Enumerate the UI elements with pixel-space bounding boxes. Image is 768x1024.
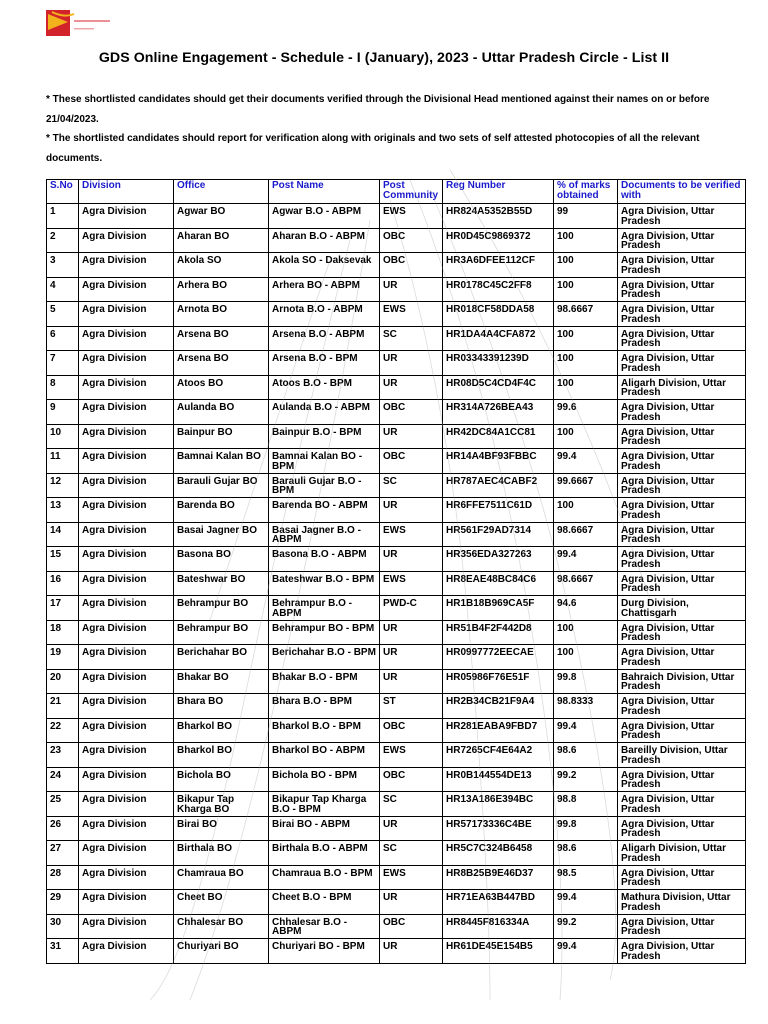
cell-office: Arnota BO bbox=[174, 302, 269, 327]
cell-reg-number: HR51B4F2F442D8 bbox=[443, 620, 554, 645]
table-row bbox=[47, 743, 746, 768]
cell-office: Bharkol BO bbox=[174, 718, 269, 743]
cell-division: Agra Division bbox=[79, 351, 174, 376]
cell-post-community: UR bbox=[380, 498, 443, 523]
table-row bbox=[47, 547, 746, 572]
cell-documents: Agra Division, Uttar Pradesh bbox=[618, 939, 746, 964]
cell-documents: Agra Division, Uttar Pradesh bbox=[618, 547, 746, 572]
cell-division: Agra Division bbox=[79, 228, 174, 253]
cell-post-community: OBC bbox=[380, 718, 443, 743]
cell-post-community: OBC bbox=[380, 767, 443, 792]
cell-division: Agra Division bbox=[79, 204, 174, 229]
cell-post-name: Behrampur B.O - ABPM bbox=[269, 596, 380, 621]
table-row bbox=[47, 351, 746, 376]
cell-reg-number: HR42DC84A1CC81 bbox=[443, 424, 554, 449]
cell-post-community: EWS bbox=[380, 865, 443, 890]
cell-post-community: SC bbox=[380, 841, 443, 866]
cell-office: Basona BO bbox=[174, 547, 269, 572]
cell-documents: Agra Division, Uttar Pradesh bbox=[618, 694, 746, 719]
cell-post-community: UR bbox=[380, 424, 443, 449]
cell-documents: Bareilly Division, Uttar Pradesh bbox=[618, 743, 746, 768]
cell-marks: 99.6 bbox=[554, 400, 618, 425]
cell-division: Agra Division bbox=[79, 375, 174, 400]
cell-sno: 22 bbox=[47, 718, 79, 743]
india-post-logo bbox=[44, 8, 114, 38]
cell-sno: 25 bbox=[47, 792, 79, 817]
cell-marks: 98.6667 bbox=[554, 522, 618, 547]
cell-post-name: Barenda BO - ABPM bbox=[269, 498, 380, 523]
cell-reg-number: HR5C7C324B6458 bbox=[443, 841, 554, 866]
header-sno: S.No bbox=[47, 180, 79, 204]
cell-office: Berichahar BO bbox=[174, 645, 269, 670]
cell-documents: Agra Division, Uttar Pradesh bbox=[618, 792, 746, 817]
cell-division: Agra Division bbox=[79, 498, 174, 523]
cell-documents: Agra Division, Uttar Pradesh bbox=[618, 400, 746, 425]
cell-documents: Agra Division, Uttar Pradesh bbox=[618, 620, 746, 645]
cell-sno: 30 bbox=[47, 914, 79, 939]
cell-reg-number: HR356EDA327263 bbox=[443, 547, 554, 572]
cell-office: Basai Jagner BO bbox=[174, 522, 269, 547]
cell-division: Agra Division bbox=[79, 694, 174, 719]
cell-marks: 98.6 bbox=[554, 743, 618, 768]
table-row bbox=[47, 865, 746, 890]
cell-marks: 100 bbox=[554, 424, 618, 449]
cell-post-name: Churiyari BO - BPM bbox=[269, 939, 380, 964]
cell-office: Birthala BO bbox=[174, 841, 269, 866]
cell-office: Behrampur BO bbox=[174, 596, 269, 621]
cell-reg-number: HR561F29AD7314 bbox=[443, 522, 554, 547]
cell-marks: 99.2 bbox=[554, 767, 618, 792]
cell-office: Akola SO bbox=[174, 253, 269, 278]
cell-office: Chamraua BO bbox=[174, 865, 269, 890]
cell-post-community: OBC bbox=[380, 914, 443, 939]
cell-marks: 99.8 bbox=[554, 816, 618, 841]
cell-division: Agra Division bbox=[79, 326, 174, 351]
cell-reg-number: HR13A186E394BC bbox=[443, 792, 554, 817]
cell-reg-number: HR05986F76E51F bbox=[443, 669, 554, 694]
cell-division: Agra Division bbox=[79, 841, 174, 866]
cell-reg-number: HR314A726BEA43 bbox=[443, 400, 554, 425]
cell-documents: Agra Division, Uttar Pradesh bbox=[618, 253, 746, 278]
note-documents-verification: * These shortlisted candidates should get their documents verified through the Divisional Head mentioned against their names on or before 21/04/2023. bbox=[46, 94, 710, 125]
table-row bbox=[47, 424, 746, 449]
header-marks: % of marks obtained bbox=[554, 180, 618, 204]
cell-sno: 7 bbox=[47, 351, 79, 376]
cell-post-community: UR bbox=[380, 939, 443, 964]
table-row bbox=[47, 767, 746, 792]
table-row bbox=[47, 228, 746, 253]
table-row bbox=[47, 841, 746, 866]
page-title: GDS Online Engagement - Schedule - I (January), 2023 - Uttar Pradesh Circle - List II bbox=[98, 50, 670, 66]
cell-marks: 94.6 bbox=[554, 596, 618, 621]
cell-sno: 4 bbox=[47, 277, 79, 302]
cell-marks: 99.8 bbox=[554, 669, 618, 694]
cell-documents: Agra Division, Uttar Pradesh bbox=[618, 865, 746, 890]
cell-division: Agra Division bbox=[79, 596, 174, 621]
table-row bbox=[47, 718, 746, 743]
table-row bbox=[47, 449, 746, 474]
cell-office: Arsena BO bbox=[174, 326, 269, 351]
table-row bbox=[47, 939, 746, 964]
cell-marks: 100 bbox=[554, 326, 618, 351]
cell-post-community: UR bbox=[380, 351, 443, 376]
cell-marks: 98.8333 bbox=[554, 694, 618, 719]
cell-office: Arsena BO bbox=[174, 351, 269, 376]
table-row bbox=[47, 400, 746, 425]
cell-post-name: Arnota B.O - ABPM bbox=[269, 302, 380, 327]
cell-division: Agra Division bbox=[79, 865, 174, 890]
cell-post-name: Bateshwar B.O - BPM bbox=[269, 571, 380, 596]
cell-post-name: Bhara B.O - BPM bbox=[269, 694, 380, 719]
notes-block bbox=[46, 90, 726, 168]
cell-post-community: SC bbox=[380, 792, 443, 817]
cell-sno: 5 bbox=[47, 302, 79, 327]
cell-marks: 100 bbox=[554, 277, 618, 302]
cell-post-name: Bainpur B.O - BPM bbox=[269, 424, 380, 449]
table-body bbox=[47, 204, 746, 964]
cell-office: Bhara BO bbox=[174, 694, 269, 719]
cell-reg-number: HR61DE45E154B5 bbox=[443, 939, 554, 964]
header-post-community: Post Community bbox=[380, 180, 443, 204]
cell-reg-number: HR1DA4A4CFA872 bbox=[443, 326, 554, 351]
cell-sno: 27 bbox=[47, 841, 79, 866]
cell-post-name: Akola SO - Daksevak bbox=[269, 253, 380, 278]
table-row bbox=[47, 277, 746, 302]
cell-post-name: Chamraua B.O - BPM bbox=[269, 865, 380, 890]
cell-sno: 17 bbox=[47, 596, 79, 621]
cell-reg-number: HR08D5C4CD4F4C bbox=[443, 375, 554, 400]
note-report-originals: * The shortlisted candidates should report for verification along with originals and two sets of self attested photocopies of all the relevant documents. bbox=[46, 133, 700, 164]
cell-post-name: Bichola BO - BPM bbox=[269, 767, 380, 792]
header-post-name: Post Name bbox=[269, 180, 380, 204]
cell-post-name: Atoos B.O - BPM bbox=[269, 375, 380, 400]
cell-documents: Bahraich Division, Uttar Pradesh bbox=[618, 669, 746, 694]
cell-reg-number: HR7265CF4E64A2 bbox=[443, 743, 554, 768]
cell-post-name: Birthala B.O - ABPM bbox=[269, 841, 380, 866]
cell-office: Atoos BO bbox=[174, 375, 269, 400]
cell-post-community: UR bbox=[380, 890, 443, 915]
cell-marks: 99.4 bbox=[554, 718, 618, 743]
cell-division: Agra Division bbox=[79, 669, 174, 694]
cell-post-name: Barauli Gujar B.O - BPM bbox=[269, 473, 380, 498]
shortlisted-candidates-table bbox=[46, 179, 746, 964]
cell-post-community: UR bbox=[380, 645, 443, 670]
cell-marks: 99.4 bbox=[554, 939, 618, 964]
cell-marks: 100 bbox=[554, 351, 618, 376]
cell-documents: Agra Division, Uttar Pradesh bbox=[618, 302, 746, 327]
cell-post-name: Arsena B.O - BPM bbox=[269, 351, 380, 376]
cell-reg-number: HR3A6DFEE112CF bbox=[443, 253, 554, 278]
header-reg-number: Reg Number bbox=[443, 180, 554, 204]
cell-division: Agra Division bbox=[79, 718, 174, 743]
cell-sno: 14 bbox=[47, 522, 79, 547]
cell-division: Agra Division bbox=[79, 424, 174, 449]
cell-post-community: UR bbox=[380, 816, 443, 841]
cell-post-community: OBC bbox=[380, 253, 443, 278]
table-row bbox=[47, 669, 746, 694]
header-office: Office bbox=[174, 180, 269, 204]
cell-marks: 99.4 bbox=[554, 449, 618, 474]
cell-sno: 20 bbox=[47, 669, 79, 694]
cell-sno: 2 bbox=[47, 228, 79, 253]
cell-office: Barauli Gujar BO bbox=[174, 473, 269, 498]
cell-marks: 99.4 bbox=[554, 890, 618, 915]
cell-post-community: UR bbox=[380, 547, 443, 572]
cell-documents: Agra Division, Uttar Pradesh bbox=[618, 914, 746, 939]
table-row bbox=[47, 302, 746, 327]
table-row bbox=[47, 596, 746, 621]
cell-sno: 16 bbox=[47, 571, 79, 596]
cell-post-name: Basona B.O - ABPM bbox=[269, 547, 380, 572]
cell-division: Agra Division bbox=[79, 767, 174, 792]
table-row bbox=[47, 522, 746, 547]
cell-office: Barenda BO bbox=[174, 498, 269, 523]
cell-marks: 98.8 bbox=[554, 792, 618, 817]
cell-sno: 3 bbox=[47, 253, 79, 278]
cell-documents: Agra Division, Uttar Pradesh bbox=[618, 351, 746, 376]
cell-documents: Aligarh Division, Uttar Pradesh bbox=[618, 841, 746, 866]
cell-division: Agra Division bbox=[79, 939, 174, 964]
cell-post-name: Behrampur BO - BPM bbox=[269, 620, 380, 645]
cell-marks: 98.5 bbox=[554, 865, 618, 890]
cell-reg-number: HR1B18B969CA5F bbox=[443, 596, 554, 621]
cell-reg-number: HR0B144554DE13 bbox=[443, 767, 554, 792]
cell-sno: 24 bbox=[47, 767, 79, 792]
cell-sno: 28 bbox=[47, 865, 79, 890]
cell-post-community: EWS bbox=[380, 743, 443, 768]
cell-post-name: Bharkol B.O - BPM bbox=[269, 718, 380, 743]
cell-post-community: UR bbox=[380, 620, 443, 645]
cell-office: Behrampur BO bbox=[174, 620, 269, 645]
cell-documents: Agra Division, Uttar Pradesh bbox=[618, 816, 746, 841]
table-row bbox=[47, 816, 746, 841]
cell-post-community: UR bbox=[380, 669, 443, 694]
cell-post-name: Agwar B.O - ABPM bbox=[269, 204, 380, 229]
cell-documents: Agra Division, Uttar Pradesh bbox=[618, 718, 746, 743]
table-row bbox=[47, 620, 746, 645]
cell-documents: Agra Division, Uttar Pradesh bbox=[618, 204, 746, 229]
cell-marks: 99 bbox=[554, 204, 618, 229]
cell-office: Bharkol BO bbox=[174, 743, 269, 768]
cell-office: Agwar BO bbox=[174, 204, 269, 229]
cell-office: Bichola BO bbox=[174, 767, 269, 792]
cell-reg-number: HR6FFE7511C61D bbox=[443, 498, 554, 523]
cell-marks: 98.6667 bbox=[554, 302, 618, 327]
cell-office: Aulanda BO bbox=[174, 400, 269, 425]
cell-marks: 99.6667 bbox=[554, 473, 618, 498]
cell-marks: 100 bbox=[554, 253, 618, 278]
cell-office: Cheet BO bbox=[174, 890, 269, 915]
cell-division: Agra Division bbox=[79, 449, 174, 474]
table-row bbox=[47, 914, 746, 939]
cell-division: Agra Division bbox=[79, 522, 174, 547]
cell-reg-number: HR0997772EECAE bbox=[443, 645, 554, 670]
cell-post-name: Chhalesar B.O - ABPM bbox=[269, 914, 380, 939]
table-row bbox=[47, 890, 746, 915]
cell-documents: Agra Division, Uttar Pradesh bbox=[618, 424, 746, 449]
cell-post-community: EWS bbox=[380, 522, 443, 547]
cell-marks: 99.2 bbox=[554, 914, 618, 939]
cell-office: Bhakar BO bbox=[174, 669, 269, 694]
cell-division: Agra Division bbox=[79, 792, 174, 817]
cell-reg-number: HR14A4BF93FBBC bbox=[443, 449, 554, 474]
cell-sno: 8 bbox=[47, 375, 79, 400]
cell-office: Bamnai Kalan BO bbox=[174, 449, 269, 474]
cell-post-name: Arsena B.O - ABPM bbox=[269, 326, 380, 351]
table-row bbox=[47, 571, 746, 596]
table-row bbox=[47, 645, 746, 670]
cell-division: Agra Division bbox=[79, 302, 174, 327]
table-header-row bbox=[47, 180, 746, 204]
cell-division: Agra Division bbox=[79, 571, 174, 596]
cell-documents: Agra Division, Uttar Pradesh bbox=[618, 228, 746, 253]
cell-post-community: ST bbox=[380, 694, 443, 719]
cell-division: Agra Division bbox=[79, 645, 174, 670]
cell-reg-number: HR03343391239D bbox=[443, 351, 554, 376]
table-row bbox=[47, 204, 746, 229]
cell-marks: 100 bbox=[554, 498, 618, 523]
cell-reg-number: HR0178C45C2FF8 bbox=[443, 277, 554, 302]
cell-post-community: PWD-C bbox=[380, 596, 443, 621]
cell-sno: 6 bbox=[47, 326, 79, 351]
cell-division: Agra Division bbox=[79, 473, 174, 498]
cell-marks: 100 bbox=[554, 620, 618, 645]
cell-post-name: Aulanda B.O - ABPM bbox=[269, 400, 380, 425]
cell-reg-number: HR0D45C9869372 bbox=[443, 228, 554, 253]
cell-sno: 21 bbox=[47, 694, 79, 719]
cell-marks: 99.4 bbox=[554, 547, 618, 572]
cell-documents: Agra Division, Uttar Pradesh bbox=[618, 645, 746, 670]
cell-marks: 98.6667 bbox=[554, 571, 618, 596]
cell-post-name: Bhakar B.O - BPM bbox=[269, 669, 380, 694]
cell-division: Agra Division bbox=[79, 816, 174, 841]
table-row bbox=[47, 253, 746, 278]
cell-reg-number: HR2B34CB21F9A4 bbox=[443, 694, 554, 719]
cell-post-community: EWS bbox=[380, 571, 443, 596]
cell-sno: 29 bbox=[47, 890, 79, 915]
cell-division: Agra Division bbox=[79, 743, 174, 768]
table-row bbox=[47, 498, 746, 523]
cell-office: Chhalesar BO bbox=[174, 914, 269, 939]
cell-sno: 12 bbox=[47, 473, 79, 498]
table-row bbox=[47, 694, 746, 719]
cell-marks: 98.6 bbox=[554, 841, 618, 866]
table-row bbox=[47, 375, 746, 400]
cell-post-community: EWS bbox=[380, 204, 443, 229]
cell-post-name: Bamnai Kalan BO - BPM bbox=[269, 449, 380, 474]
cell-division: Agra Division bbox=[79, 277, 174, 302]
cell-post-name: Arhera BO - ABPM bbox=[269, 277, 380, 302]
cell-documents: Agra Division, Uttar Pradesh bbox=[618, 498, 746, 523]
cell-division: Agra Division bbox=[79, 547, 174, 572]
cell-sno: 10 bbox=[47, 424, 79, 449]
cell-documents: Agra Division, Uttar Pradesh bbox=[618, 277, 746, 302]
cell-sno: 18 bbox=[47, 620, 79, 645]
cell-reg-number: HR787AEC4CABF2 bbox=[443, 473, 554, 498]
cell-post-name: Bikapur Tap Kharga B.O - BPM bbox=[269, 792, 380, 817]
cell-documents: Durg Division, Chattisgarh bbox=[618, 596, 746, 621]
cell-documents: Agra Division, Uttar Pradesh bbox=[618, 767, 746, 792]
cell-post-community: OBC bbox=[380, 228, 443, 253]
cell-post-community: SC bbox=[380, 473, 443, 498]
cell-division: Agra Division bbox=[79, 890, 174, 915]
cell-reg-number: HR018CF58DDA58 bbox=[443, 302, 554, 327]
cell-documents: Agra Division, Uttar Pradesh bbox=[618, 473, 746, 498]
cell-division: Agra Division bbox=[79, 400, 174, 425]
cell-sno: 15 bbox=[47, 547, 79, 572]
cell-post-community: SC bbox=[380, 326, 443, 351]
cell-post-community: UR bbox=[380, 277, 443, 302]
cell-post-community: EWS bbox=[380, 302, 443, 327]
cell-marks: 100 bbox=[554, 645, 618, 670]
cell-reg-number: HR57173336C4BE bbox=[443, 816, 554, 841]
cell-post-name: Aharan B.O - ABPM bbox=[269, 228, 380, 253]
cell-reg-number: HR824A5352B55D bbox=[443, 204, 554, 229]
cell-office: Bateshwar BO bbox=[174, 571, 269, 596]
cell-office: Bainpur BO bbox=[174, 424, 269, 449]
cell-post-name: Birai BO - ABPM bbox=[269, 816, 380, 841]
cell-reg-number: HR71EA63B447BD bbox=[443, 890, 554, 915]
cell-documents: Agra Division, Uttar Pradesh bbox=[618, 522, 746, 547]
cell-post-name: Bharkol BO - ABPM bbox=[269, 743, 380, 768]
table-row bbox=[47, 473, 746, 498]
cell-documents: Mathura Division, Uttar Pradesh bbox=[618, 890, 746, 915]
cell-post-community: OBC bbox=[380, 400, 443, 425]
cell-documents: Agra Division, Uttar Pradesh bbox=[618, 571, 746, 596]
cell-sno: 11 bbox=[47, 449, 79, 474]
cell-marks: 100 bbox=[554, 375, 618, 400]
cell-post-name: Berichahar B.O - BPM bbox=[269, 645, 380, 670]
cell-reg-number: HR281EABA9FBD7 bbox=[443, 718, 554, 743]
cell-post-name: Cheet B.O - BPM bbox=[269, 890, 380, 915]
table-row bbox=[47, 326, 746, 351]
cell-office: Birai BO bbox=[174, 816, 269, 841]
cell-sno: 1 bbox=[47, 204, 79, 229]
table-row bbox=[47, 792, 746, 817]
cell-sno: 13 bbox=[47, 498, 79, 523]
cell-sno: 23 bbox=[47, 743, 79, 768]
cell-documents: Agra Division, Uttar Pradesh bbox=[618, 326, 746, 351]
cell-division: Agra Division bbox=[79, 914, 174, 939]
cell-documents: Aligarh Division, Uttar Pradesh bbox=[618, 375, 746, 400]
cell-post-community: UR bbox=[380, 375, 443, 400]
cell-office: Arhera BO bbox=[174, 277, 269, 302]
cell-marks: 100 bbox=[554, 228, 618, 253]
cell-sno: 26 bbox=[47, 816, 79, 841]
cell-post-community: OBC bbox=[380, 449, 443, 474]
cell-office: Churiyari BO bbox=[174, 939, 269, 964]
cell-post-name: Basai Jagner B.O - ABPM bbox=[269, 522, 380, 547]
header-documents: Documents to be verified with bbox=[618, 180, 746, 204]
header-division: Division bbox=[79, 180, 174, 204]
cell-documents: Agra Division, Uttar Pradesh bbox=[618, 449, 746, 474]
cell-reg-number: HR8B25B9E46D37 bbox=[443, 865, 554, 890]
cell-sno: 19 bbox=[47, 645, 79, 670]
cell-sno: 9 bbox=[47, 400, 79, 425]
cell-reg-number: HR8445F816334A bbox=[443, 914, 554, 939]
cell-division: Agra Division bbox=[79, 253, 174, 278]
cell-division: Agra Division bbox=[79, 620, 174, 645]
cell-office: Bikapur Tap Kharga BO bbox=[174, 792, 269, 817]
cell-sno: 31 bbox=[47, 939, 79, 964]
cell-office: Aharan BO bbox=[174, 228, 269, 253]
cell-reg-number: HR8EAE48BC84C6 bbox=[443, 571, 554, 596]
